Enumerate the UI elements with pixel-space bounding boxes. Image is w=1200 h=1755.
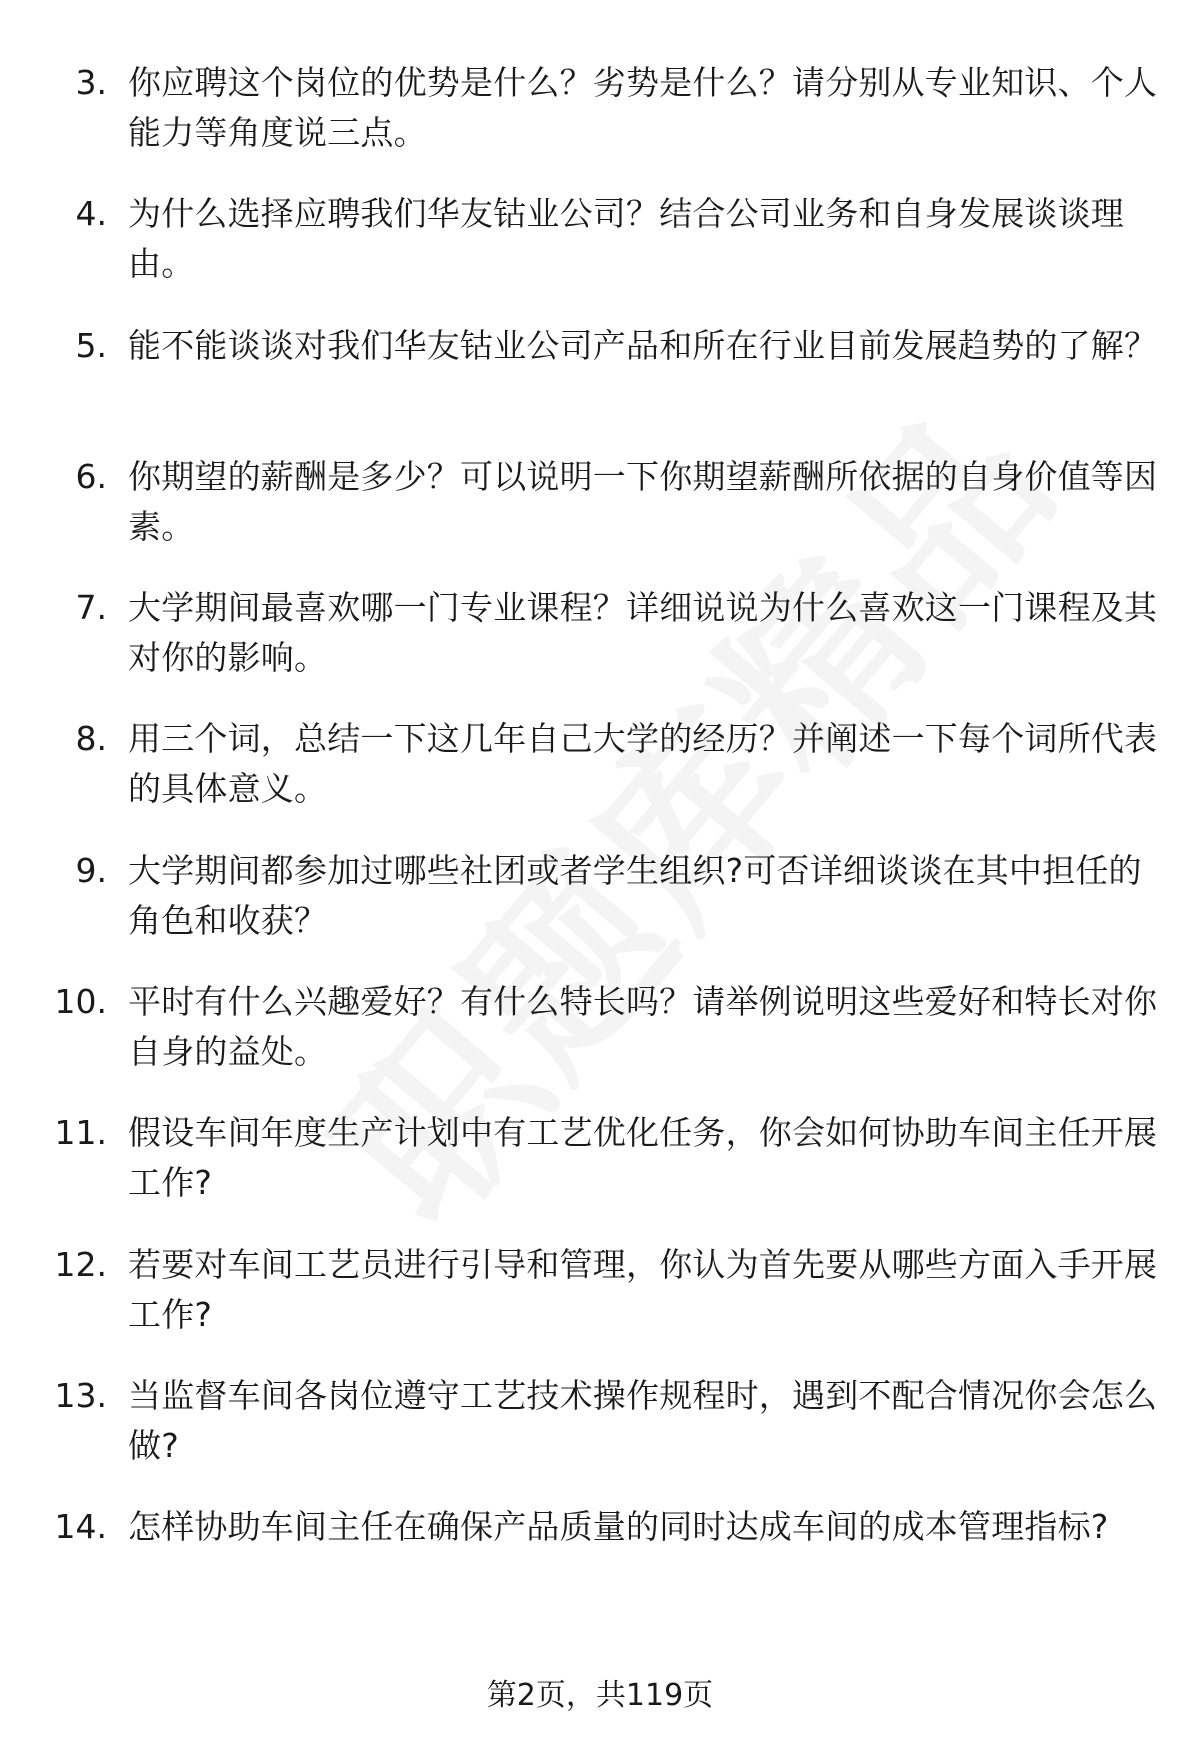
list-item <box>0 714 1200 845</box>
list-item <box>0 1371 1200 1502</box>
question-text: 当监督车间各岗位遵守工艺技术操作规程时，遇到不配合情况你会怎么做? <box>128 1375 1158 1465</box>
list-item <box>0 846 1200 977</box>
question-text: 能不能谈谈对我们华友钴业公司产品和所在行业目前发展趋势的了解？ <box>128 325 1158 365</box>
question-number: 12. <box>54 1244 107 1284</box>
page-number: 第2页，共119页 <box>486 1678 714 1713</box>
question-text: 大学期间最喜欢哪一门专业课程？详细说说为什么喜欢这一门课程及其对你的影响。 <box>128 588 1158 678</box>
list-item <box>0 321 1200 452</box>
list-item <box>0 1108 1200 1239</box>
list-item <box>0 189 1200 320</box>
question-number: 3. <box>75 63 107 102</box>
question-text: 用三个词，总结一下这几年自己大学的经历？并阐述一下每个词所代表的具体意义。 <box>128 719 1158 809</box>
question-number: 7. <box>75 588 107 628</box>
question-text: 怎样协助车间主任在确保产品质量的同时达成车间的成本管理指标? <box>128 1507 1109 1547</box>
question-text: 你应聘这个岗位的优势是什么？劣势是什么？请分别从专业知识、个人能力等角度说三点。 <box>128 63 1158 152</box>
question-number: 8. <box>75 719 107 759</box>
question-number: 13. <box>54 1375 107 1415</box>
question-number: 9. <box>75 850 107 890</box>
question-text: 你期望的薪酬是多少？可以说明一下你期望薪酬所依据的自身价值等因素。 <box>128 456 1158 546</box>
list-item <box>0 452 1200 583</box>
question-number: 11. <box>54 1113 107 1153</box>
question-list <box>0 58 1200 1634</box>
question-text: 为什么选择应聘我们华友钴业公司？结合公司业务和自身发展谈谈理由。 <box>128 194 1124 284</box>
list-item <box>0 1240 1200 1371</box>
question-text: 大学期间都参加过哪些社团或者学生组织?可否详细谈谈在其中担任的角色和收获？ <box>128 850 1142 940</box>
question-number: 6. <box>75 456 107 496</box>
list-item <box>0 1502 1200 1633</box>
question-number: 14. <box>54 1507 107 1547</box>
question-number: 4. <box>75 194 107 234</box>
question-text: 若要对车间工艺员进行引导和管理，你认为首先要从哪些方面入手开展工作? <box>128 1244 1158 1334</box>
list-item <box>0 977 1200 1108</box>
list-item <box>0 583 1200 714</box>
question-text: 平时有什么兴趣爱好？有什么特长吗？请举例说明这些爱好和特长对你自身的益处。 <box>128 982 1158 1072</box>
list-item <box>0 58 1200 189</box>
question-number: 5. <box>75 325 107 365</box>
question-text: 假设车间年度生产计划中有工艺优化任务，你会如何协助车间主任开展工作? <box>128 1113 1158 1203</box>
question-number: 10. <box>54 982 107 1022</box>
